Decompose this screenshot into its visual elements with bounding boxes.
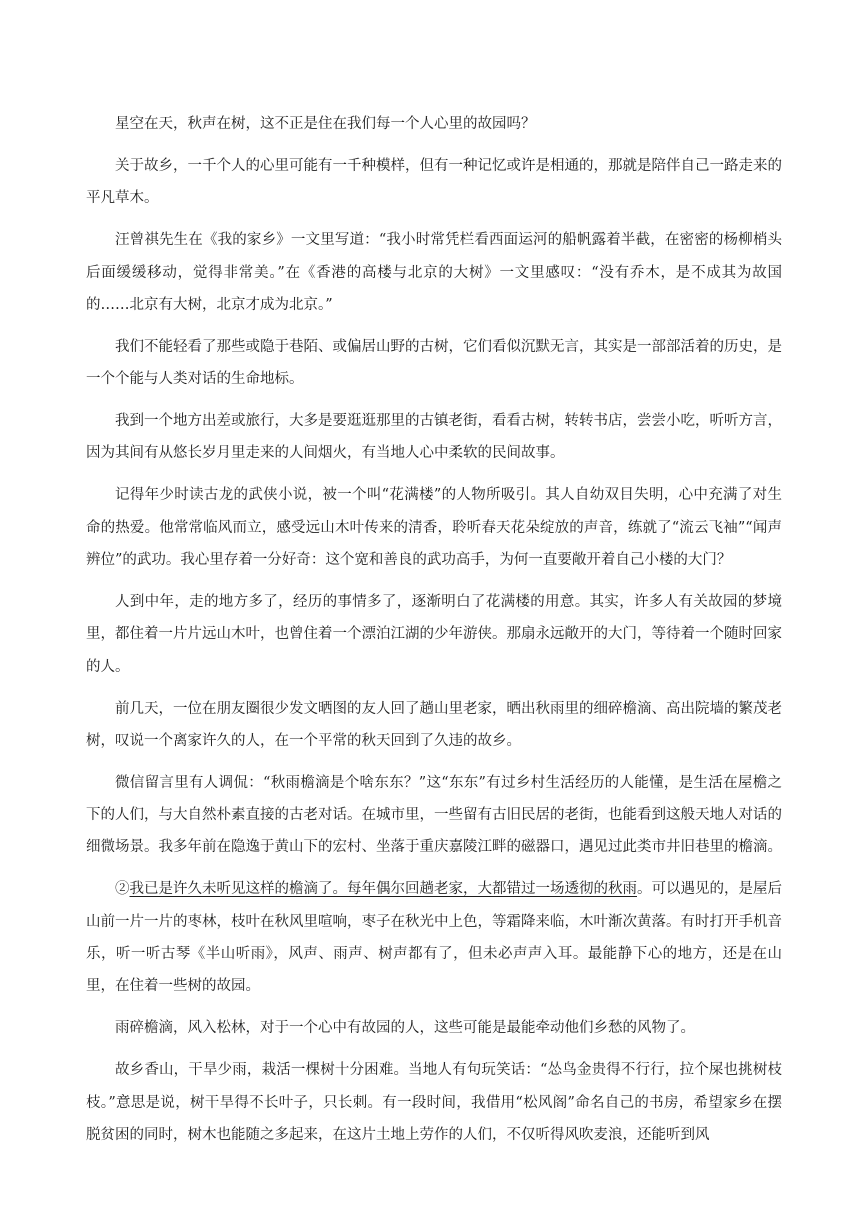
paragraph-marked <box>86 873 782 1002</box>
paragraph: 雨碎檐滴，风入松林，对于一个心中有故园的人，这些可能是最能牵动他们乡愁的风物了。 <box>115 1020 695 1037</box>
paragraph-rest: 。可以遇见的，是屋后山前一片一片的枣林，枝叶在秋风里喧响，枣子在秋光中上色，等霜降来临，木叶渐次黄落。有时打开手机音乐，听一听古琴《半山听雨》，风声、雨声、树声都有了，但未必声声入耳。最能静下心的地方，还是在山里，在住着一些树的故园。 <box>86 881 782 995</box>
paragraph: 前几天，一位在朋友圈很少发文晒图的友人回了趟山里老家，晒出秋雨里的细碎檐滴、高出院墙的繁茂老树，叹说一个离家许久的人，在一个平常的秋天回到了久违的故乡。 <box>86 700 782 749</box>
paragraph: 故乡香山，干旱少雨，栽活一棵树十分困难。当地人有句玩笑话：“怂鸟金贵得不行行，拉个屎也挑树枝枝。”意思是说，树干旱得不长叶子，只长刺。有一段时间，我借用“松风阁”命名自己的书房，希望家乡在摆脱贫困的同时，树木也能随之多起来，在这片土地上劳作的人们，不仅听得风吹麦浪，还能听到风 <box>86 1062 782 1143</box>
article-body <box>86 108 782 1161</box>
paragraph: 我到一个地方出差或旅行，大多是要逛逛那里的古镇老街，看看古树，转转书店，尝尝小吃，听听方言，因为其间有从悠长岁月里走来的人间烟火，有当地人心中柔软的民间故事。 <box>86 413 782 462</box>
paragraph: 关于故乡，一千个人的心里可能有一千种模样，但有一种记忆或许是相通的，那就是陪伴自己一路走来的平凡草木。 <box>86 157 782 207</box>
paragraph-marker: ② <box>115 881 130 898</box>
paragraph: 记得年少时读古龙的武侠小说，被一个叫“花满楼”的人物所吸引。其人自幼双目失明，心中充满了对生命的热爱。他常常临风而立，感受远山木叶传来的清香，聆听春天花朵绽放的声音，练就了“流云飞袖”“闻声辨位”的武功。我心里存着一分好奇：这个宽和善良的武功高手，为何一直要敞开着自己小楼的大门？ <box>86 487 782 568</box>
underlined-sentence: 我已是许久未听见这样的檐滴了。每年偶尔回趟老家，大都错过一场透彻的秋雨 <box>129 881 637 898</box>
paragraph: 我们不能轻看了那些或隐于巷陌、或偏居山野的古树，它们看似沉默无言，其实是一部部活着的历史，是一个个能与人类对话的生命地标。 <box>86 338 782 388</box>
paragraph: 汪曾祺先生在《我的家乡》一文里写道：“我小时常凭栏看西面运河的船帆露着半截，在密密的杨柳梢头后面缓缓移动，觉得非常美。”在《香港的高楼与北京的大树》一文里感叹：“没有乔木，是不成其为故国的……北京有大树，北京才成为北京。” <box>86 232 782 313</box>
paragraph: 星空在天，秋声在树，这不正是住在我们每一个人心里的故园吗？ <box>115 116 536 132</box>
paragraph: 人到中年，走的地方多了，经历的事情多了，逐渐明白了花满楼的用意。其实，许多人有关故园的梦境里，都住着一片片远山木叶，也曾住着一个漂泊江湖的少年游侠。那扇永远敞开的大门，等待着一个随时回家的人。 <box>86 593 782 675</box>
paragraph: 微信留言里有人调侃：“秋雨檐滴是个啥东东？”这“东东”有过乡村生活经历的人能懂，是生活在屋檐之下的人们，与大自然朴素直接的古老对话。在城市里，一些留有古旧民居的老街，也能看到这般天地人对话的细微场景。我多年前在隐逸于黄山下的宏村、坐落于重庆嘉陵江畔的磁器口，遇见过此类市井旧巷里的檐滴。 <box>86 774 782 856</box>
